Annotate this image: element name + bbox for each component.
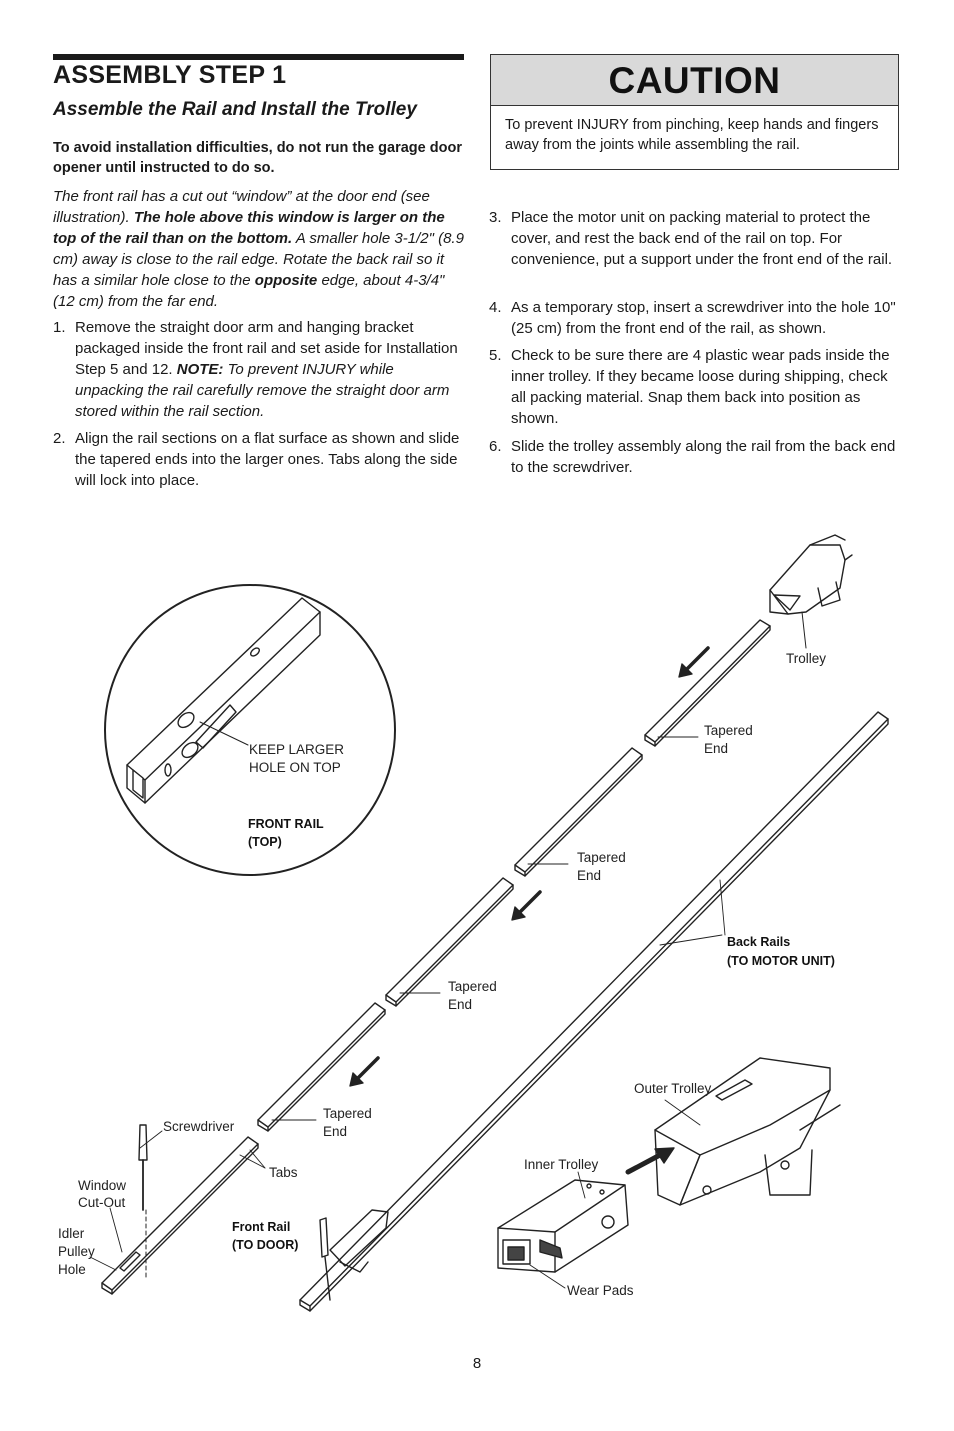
step-6: [489, 436, 899, 478]
intro-bold-1: The hole above this window is larger on the top of the rail than on the bottom.: [53, 209, 445, 247]
label-tapered-1a: Tapered: [704, 723, 753, 738]
label-tapered-1b: End: [704, 741, 729, 756]
top-rule: [53, 54, 464, 60]
long-back-rail: [300, 712, 888, 1311]
trolley-top: [770, 535, 852, 648]
label-front-rail-top-1: FRONT RAIL: [248, 817, 324, 831]
rail-assembly-illustration: [0, 520, 954, 1320]
label-keep-larger-2: HOLE ON TOP: [249, 760, 341, 775]
step-1-note-label: NOTE:: [176, 361, 224, 378]
inner-trolley: [498, 1180, 628, 1272]
step-5: [489, 345, 899, 429]
step-4-text: As a temporary stop, insert a screwdriver into the hole 10" (25 cm) from the front end of the rail, as shown.: [511, 299, 896, 337]
step-title: ASSEMBLY STEP 1: [53, 61, 287, 89]
caution-text: To prevent INJURY from pinching, keep hands and fingers away from the joints while assembling the rail.: [505, 117, 879, 153]
label-window-2: Cut-Out: [78, 1195, 126, 1210]
label-tapered-4b: End: [323, 1124, 348, 1139]
step-6-text: Slide the trolley assembly along the rail from the back end to the screwdriver.: [511, 438, 896, 476]
intro-text-1: The front rail has a cut out “window” at the door end (see illustration).: [53, 188, 430, 226]
page-number: 8: [472, 1355, 482, 1372]
warning-text: To avoid installation difficulties, do not run the garage door opener until instructed to do so.: [53, 140, 462, 176]
step-1-body: Remove the straight door arm and hanging bracket packaged inside the front rail and set aside for Installation Step 5 and 12.: [75, 319, 458, 378]
intro-bold-2: opposite: [254, 272, 318, 289]
intro-text-2: A smaller hole 3-1/2" (8.9 cm) away is close to the rail edge. Rotate the back rail so it has a similar hole close to the: [53, 230, 464, 289]
label-idler-2: Pulley: [58, 1244, 95, 1259]
step-3-text: Place the motor unit on packing material to protect the cover, and rest the back end of the rail on top. For convenience, put a support under the front end of the rail.: [511, 209, 893, 268]
step-1-number: 1.: [53, 319, 66, 336]
label-back-rails-2: (TO MOTOR UNIT): [727, 954, 835, 968]
label-outer-trolley: Outer Trolley: [634, 1081, 712, 1096]
diagram-labels: [58, 651, 835, 1298]
label-idler-1: Idler: [58, 1226, 85, 1241]
step-3-number: 3.: [489, 209, 502, 226]
step-1-note-text: To prevent INJURY while unpacking the rail carefully remove the straight door arm stored within the rail section.: [75, 361, 450, 420]
label-tabs: Tabs: [269, 1165, 298, 1180]
leader-lines: [90, 737, 725, 1288]
step-5-text: Check to be sure there are 4 plastic wear pads inside the inner trolley. If they became loose during shipping, check all packing material. Snap them back into position as shown.: [511, 347, 890, 427]
label-idler-3: Hole: [58, 1262, 86, 1277]
label-front-rail-2: (TO DOOR): [232, 1238, 299, 1252]
label-front-rail-top-2: (TOP): [248, 835, 282, 849]
caution-box: [490, 54, 899, 170]
step-2-text: Align the rail sections on a flat surface as shown and slide the tapered ends into the larger ones. Tabs along the side will lock into place.: [75, 430, 460, 489]
label-front-rail-1: Front Rail: [232, 1220, 291, 1234]
label-tapered-3a: Tapered: [448, 979, 497, 994]
step-2: [53, 428, 465, 491]
rail-trolley-assembly: [320, 1210, 388, 1300]
step-6-number: 6.: [489, 438, 502, 455]
label-screwdriver: Screwdriver: [163, 1119, 235, 1134]
step-2-number: 2.: [53, 430, 66, 447]
intro-text-3: edge, about 4-3/4" (12 cm) from the far end.: [53, 272, 445, 310]
detail-circle: [105, 585, 395, 875]
label-window-1: Window: [78, 1178, 127, 1193]
label-inner-trolley: Inner Trolley: [524, 1157, 599, 1172]
label-back-rails-1: Back Rails: [727, 935, 791, 949]
front-rail: [102, 1137, 258, 1294]
caution-header: [491, 55, 898, 106]
label-tapered-2a: Tapered: [577, 850, 626, 865]
step-4: [489, 297, 899, 339]
insert-arrow: [628, 1155, 660, 1172]
step-5-number: 5.: [489, 347, 502, 364]
step-4-number: 4.: [489, 299, 502, 316]
caution-title: CAUTION: [608, 60, 781, 101]
label-wear-pads: Wear Pads: [567, 1283, 634, 1298]
label-trolley: Trolley: [786, 651, 827, 666]
step-1: [53, 317, 465, 422]
step-subtitle: Assemble the Rail and Install the Trolley: [53, 99, 417, 120]
label-tapered-2b: End: [577, 868, 602, 883]
step-3: [489, 207, 899, 270]
label-tapered-4a: Tapered: [323, 1106, 372, 1121]
step-1-text: [75, 317, 465, 422]
label-keep-larger-1: KEEP LARGER: [249, 742, 345, 757]
label-tapered-3b: End: [448, 997, 473, 1012]
intro-paragraph: [53, 186, 467, 312]
